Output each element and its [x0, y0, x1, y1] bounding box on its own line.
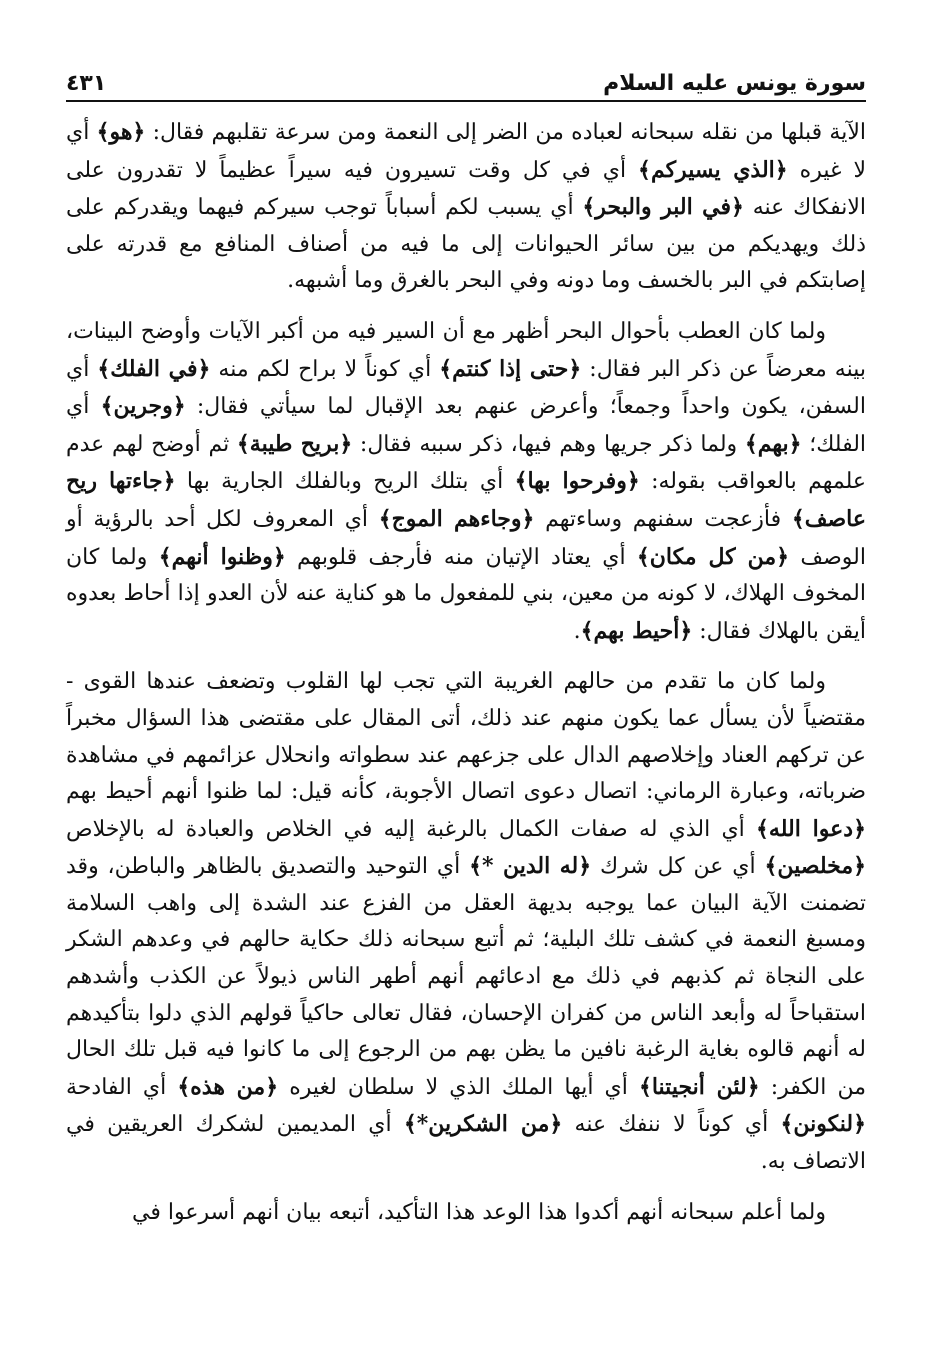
text-run: فأزعجت سفنهم وساءتهم	[534, 506, 792, 532]
quran-quote: ﴿بهم﴾	[744, 430, 802, 457]
text-run: ولما كان ما تقدم من حالهم الغريبة التي تجب لها القلوب وتضعف عندها القوى - مقتضياً لأن يسأل عما يكون منهم عند ذلك، أتى المقال على مقتضى هذا السؤال مخبراً عن تركهم العناد وإخلاصهم الدال على جزعهم عند سطواته وانحلال عزائمهم في مشاهدة ضرباته، وعبارة الرماني: اتصال دعوى اتصال الأجوبة، كأنه قيل: لما ظنوا أنهم أحيط بهم	[66, 669, 866, 805]
quran-quote: ﴿حتى إذا كنتم﴾	[439, 355, 582, 382]
text-run: أي كوناً لا براح لكم منه	[210, 356, 440, 382]
quran-quote: ﴿وظنوا أنهم﴾	[158, 543, 286, 570]
quran-quote: ﴿له الدين *﴾	[469, 853, 592, 880]
text-run: أي أيها الملك الذي لا سلطان لغيره	[278, 1074, 639, 1100]
text-run: ولما ذكر جريها وهم فيها، ذكر سببه فقال:	[352, 431, 745, 457]
text-run: أي المديمين لشكرك العريقين في الاتصاف به.	[66, 1112, 866, 1175]
text-run: أي كوناً لا ننفك عنه	[562, 1112, 781, 1138]
text-run: أي السفن، يكون واحداً وجمعاً؛ وأعرض عنهم بعد الإقبال لما سيأتي فقال:	[66, 356, 866, 420]
page-header	[66, 60, 866, 102]
text-run: الآية قبلها من نقله سبحانه لعباده من الضر إلى النعمة ومن سرعة تقلبهم فقال:	[145, 120, 866, 145]
quran-quote: ﴿هو﴾	[96, 119, 146, 145]
quran-quote: ﴿في الفلك﴾	[97, 355, 211, 382]
page-body	[66, 114, 866, 1231]
text-run: أي في كل وقت تسيرون فيه سيراً عظيماً لا تقدرون على الانفكاك عنه	[66, 157, 866, 221]
text-run: أي الفلك؛	[66, 394, 867, 457]
quran-quote: ﴿لئن أنجيتنا﴾	[638, 1073, 760, 1100]
text-run: ولما كان العطب بأحوال البحر أظهر مع أن السير فيه من أكبر الآيات وأوضح البينات، بينه معرضاً عن ذكر البر فقال:	[66, 318, 866, 382]
quran-quote: ﴿وجرين﴾	[100, 393, 186, 420]
quran-quote: ﴿من هذه﴾	[177, 1073, 279, 1100]
paragraph	[66, 314, 866, 650]
quran-quote: ﴿وجاءهم الموج﴾	[378, 505, 535, 532]
text-run: أي بتلك الريح وبالفلك الجارية بها	[175, 469, 515, 495]
paragraph	[66, 664, 866, 1180]
book-page	[66, 60, 866, 1320]
quran-quote: ﴿في البر والبحر﴾	[582, 194, 744, 221]
quran-quote: ﴿مخلصين﴾	[764, 853, 866, 880]
text-run: .	[573, 618, 581, 644]
text-run: أي الفادحة	[66, 1074, 178, 1100]
quran-quote: ﴿لنكونن﴾	[780, 1111, 867, 1138]
quran-quote: ﴿وفرحوا بها﴾	[514, 468, 640, 495]
quran-quote: ﴿الذي يسيركم﴾	[638, 156, 788, 183]
quran-quote: ﴿دعوا الله﴾	[756, 815, 866, 842]
text-run: أي يسبب لكم أسباباً توجب سيركم فيهما ويقدركم على ذلك ويهديكم من بين سائر الحيوانات إلى ما فيه من أصناف المنافع مع قدرته على إصابتكم في البر بالخسف وما دونه وفي البحر بالغرق وما أشبهه.	[66, 195, 866, 294]
quran-quote: ﴿أحيط بهم﴾	[580, 617, 693, 644]
text-run: أي التوحيد والتصديق بالظاهر والباطن، وقد تضمنت الآية البيان عما يوجبه بديهة العقل من الفزع عند الشدة إلى واهب السلامة ومسبغ النعمة في كشف تلك البلية؛ ثم أتبع سبحانه ذلك حكاية حالهم في وعدهم الشكر على النجاة ثم كذبهم في ذلك مع ادعائهم أنهم أطهر الناس ذيولاً عن الكذب وأشدهم استقباحاً له وأبعد الناس من كفران الإحسان، فقال تعالى حاكياً قولهم الذي دلوا بتأكيدهم له أنهم قالوه بغاية الرغبة نافين ما يظن بهم من الرجوع إلى ما كانوا فيه قبل تلك الحال من الكفر:	[66, 854, 866, 1100]
quran-quote: ﴿من الشكرين*﴾	[403, 1111, 563, 1138]
surah-title: سورة يونس عليه السلام	[603, 71, 866, 96]
paragraph	[66, 114, 866, 300]
paragraph	[66, 1195, 866, 1232]
text-run: أي لا غيره	[66, 120, 866, 183]
text-run: ولما كان المخوف الهلاك، لا كونه من معين، بني للمفعول ما هو كناية عنه لأن العدو إذا أحاط بعدوه أيقن بالهلاك فقال:	[66, 544, 866, 644]
page-number: ٤٣١	[66, 71, 107, 96]
quran-quote: ﴿جاءتها ريح عاصف﴾	[66, 468, 866, 532]
text-run: أي المعروف لكل أحد بالرؤية أو الوصف	[66, 506, 866, 570]
text-run: أي عن كل شرك	[591, 854, 765, 880]
quran-quote: ﴿بريح طيبة﴾	[236, 430, 353, 457]
text-run: ثم أوضح لهم عدم علمهم بالعواقب بقوله:	[66, 431, 866, 495]
quran-quote: ﴿من كل مكان﴾	[636, 543, 790, 570]
text-run: أي الذي له صفات الكمال بالرغبة إليه في الخلاص والعبادة له بالإخلاص	[66, 816, 757, 842]
text-run: أي يعتاد الإتيان منه فأرجف قلوبهم	[285, 544, 637, 570]
text-run: ولما أعلم سبحانه أنهم أكدوا هذا الوعد هذا التأكيد، أتبعه بيان أنهم أسرعوا في	[132, 1199, 826, 1225]
